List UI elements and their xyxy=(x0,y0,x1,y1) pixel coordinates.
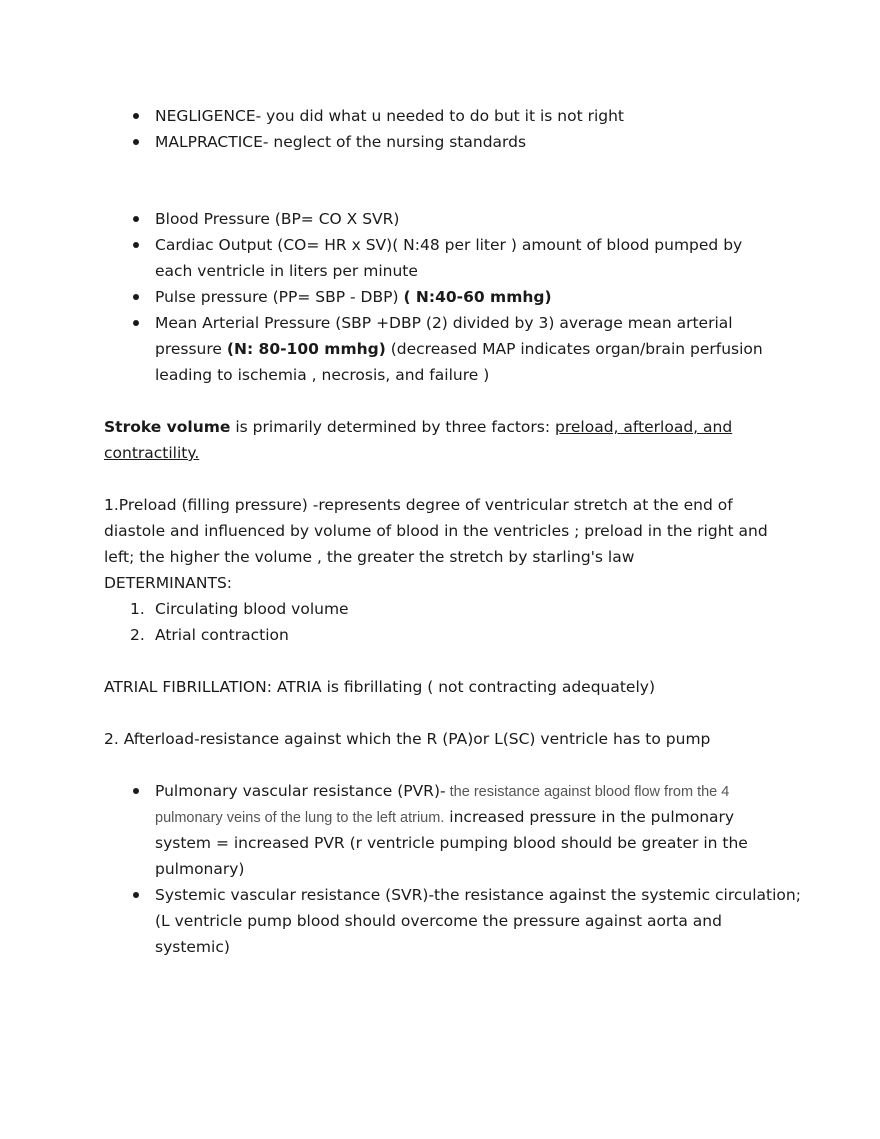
map-item-line3: leading to ischemia , necrosis, and failure ) xyxy=(155,366,490,384)
co-item-line2: each ventricle in liters per minute xyxy=(155,262,418,280)
map-text-2: (decreased MAP indicates organ/brain perfusion xyxy=(385,340,763,358)
pvr-line2 xyxy=(155,804,734,831)
co-item-line1: Cardiac Output (CO= HR x SV)( N:48 per liter ) amount of blood pumped by xyxy=(155,236,743,254)
determinant-item: Circulating blood volume xyxy=(155,600,349,618)
map-normal: (N: 80-100 mmhg) xyxy=(226,340,386,358)
bullet-icon xyxy=(133,788,139,794)
negligence-item: NEGLIGENCE- you did what u needed to do but it is not right xyxy=(155,107,625,125)
afib-line: ATRIAL FIBRILLATION: ATRIA is fibrillating ( not contracting adequately) xyxy=(104,678,655,696)
map-item-line2 xyxy=(155,336,763,362)
pvr-line1 xyxy=(155,778,729,805)
pp-normal: ( N:40-60 mmhg) xyxy=(403,288,552,306)
pvr-definition-2: pulmonary veins of the lung to the left atrium. xyxy=(155,810,445,826)
list-number: 2. xyxy=(130,626,145,644)
map-text: pressure xyxy=(155,340,227,358)
stroke-volume-term: Stroke volume xyxy=(104,418,231,436)
stroke-factors-2: contractility. xyxy=(104,444,200,462)
bullet-icon xyxy=(133,242,139,248)
bullet-icon xyxy=(133,294,139,300)
stroke-volume-text: is primarily determined by three factors: xyxy=(230,418,555,436)
determinant-item: Atrial contraction xyxy=(155,626,289,644)
malpractice-item: MALPRACTICE- neglect of the nursing standards xyxy=(155,133,527,151)
pvr-term: Pulmonary vascular resistance (PVR)- xyxy=(155,782,446,800)
map-item-line1: Mean Arterial Pressure (SBP +DBP (2) divided by 3) average mean arterial xyxy=(155,314,733,332)
list-number: 1. xyxy=(130,600,145,618)
pp-item xyxy=(155,284,552,310)
preload-line3: left; the higher the volume , the greater the stretch by starling's law xyxy=(104,548,635,566)
bp-item: Blood Pressure (BP= CO X SVR) xyxy=(155,210,400,228)
svr-line3: systemic) xyxy=(155,938,230,956)
stroke-volume-line1 xyxy=(104,414,732,440)
bullet-icon xyxy=(133,139,139,145)
afterload-title: 2. Afterload-resistance against which the R (PA)or L(SC) ventricle has to pump xyxy=(104,730,711,748)
svr-line2: (L ventricle pump blood should overcome the pressure against aorta and xyxy=(155,912,722,930)
pvr-line4: pulmonary) xyxy=(155,860,245,878)
bullet-icon xyxy=(133,216,139,222)
bullet-icon xyxy=(133,320,139,326)
bullet-icon xyxy=(133,113,139,119)
stroke-factors: preload, afterload, and xyxy=(555,418,733,436)
svr-line1: Systemic vascular resistance (SVR)-the resistance against the systemic circulation; xyxy=(155,886,801,904)
determinants-heading: DETERMINANTS: xyxy=(104,574,233,592)
pvr-text: increased pressure in the pulmonary xyxy=(444,808,735,826)
pvr-line3: system = increased PVR (r ventricle pumping blood should be greater in the xyxy=(155,834,748,852)
bullet-icon xyxy=(133,892,139,898)
pvr-definition: the resistance against blood flow from the 4 xyxy=(445,784,730,800)
pp-text: Pulse pressure (PP= SBP - DBP) xyxy=(155,288,404,306)
preload-line1: 1.Preload (filling pressure) -represents degree of ventricular stretch at the end of xyxy=(104,496,733,514)
preload-line2: diastole and influenced by volume of blood in the ventricles ; preload in the right and xyxy=(104,522,768,540)
stroke-volume-line2 xyxy=(104,440,199,466)
